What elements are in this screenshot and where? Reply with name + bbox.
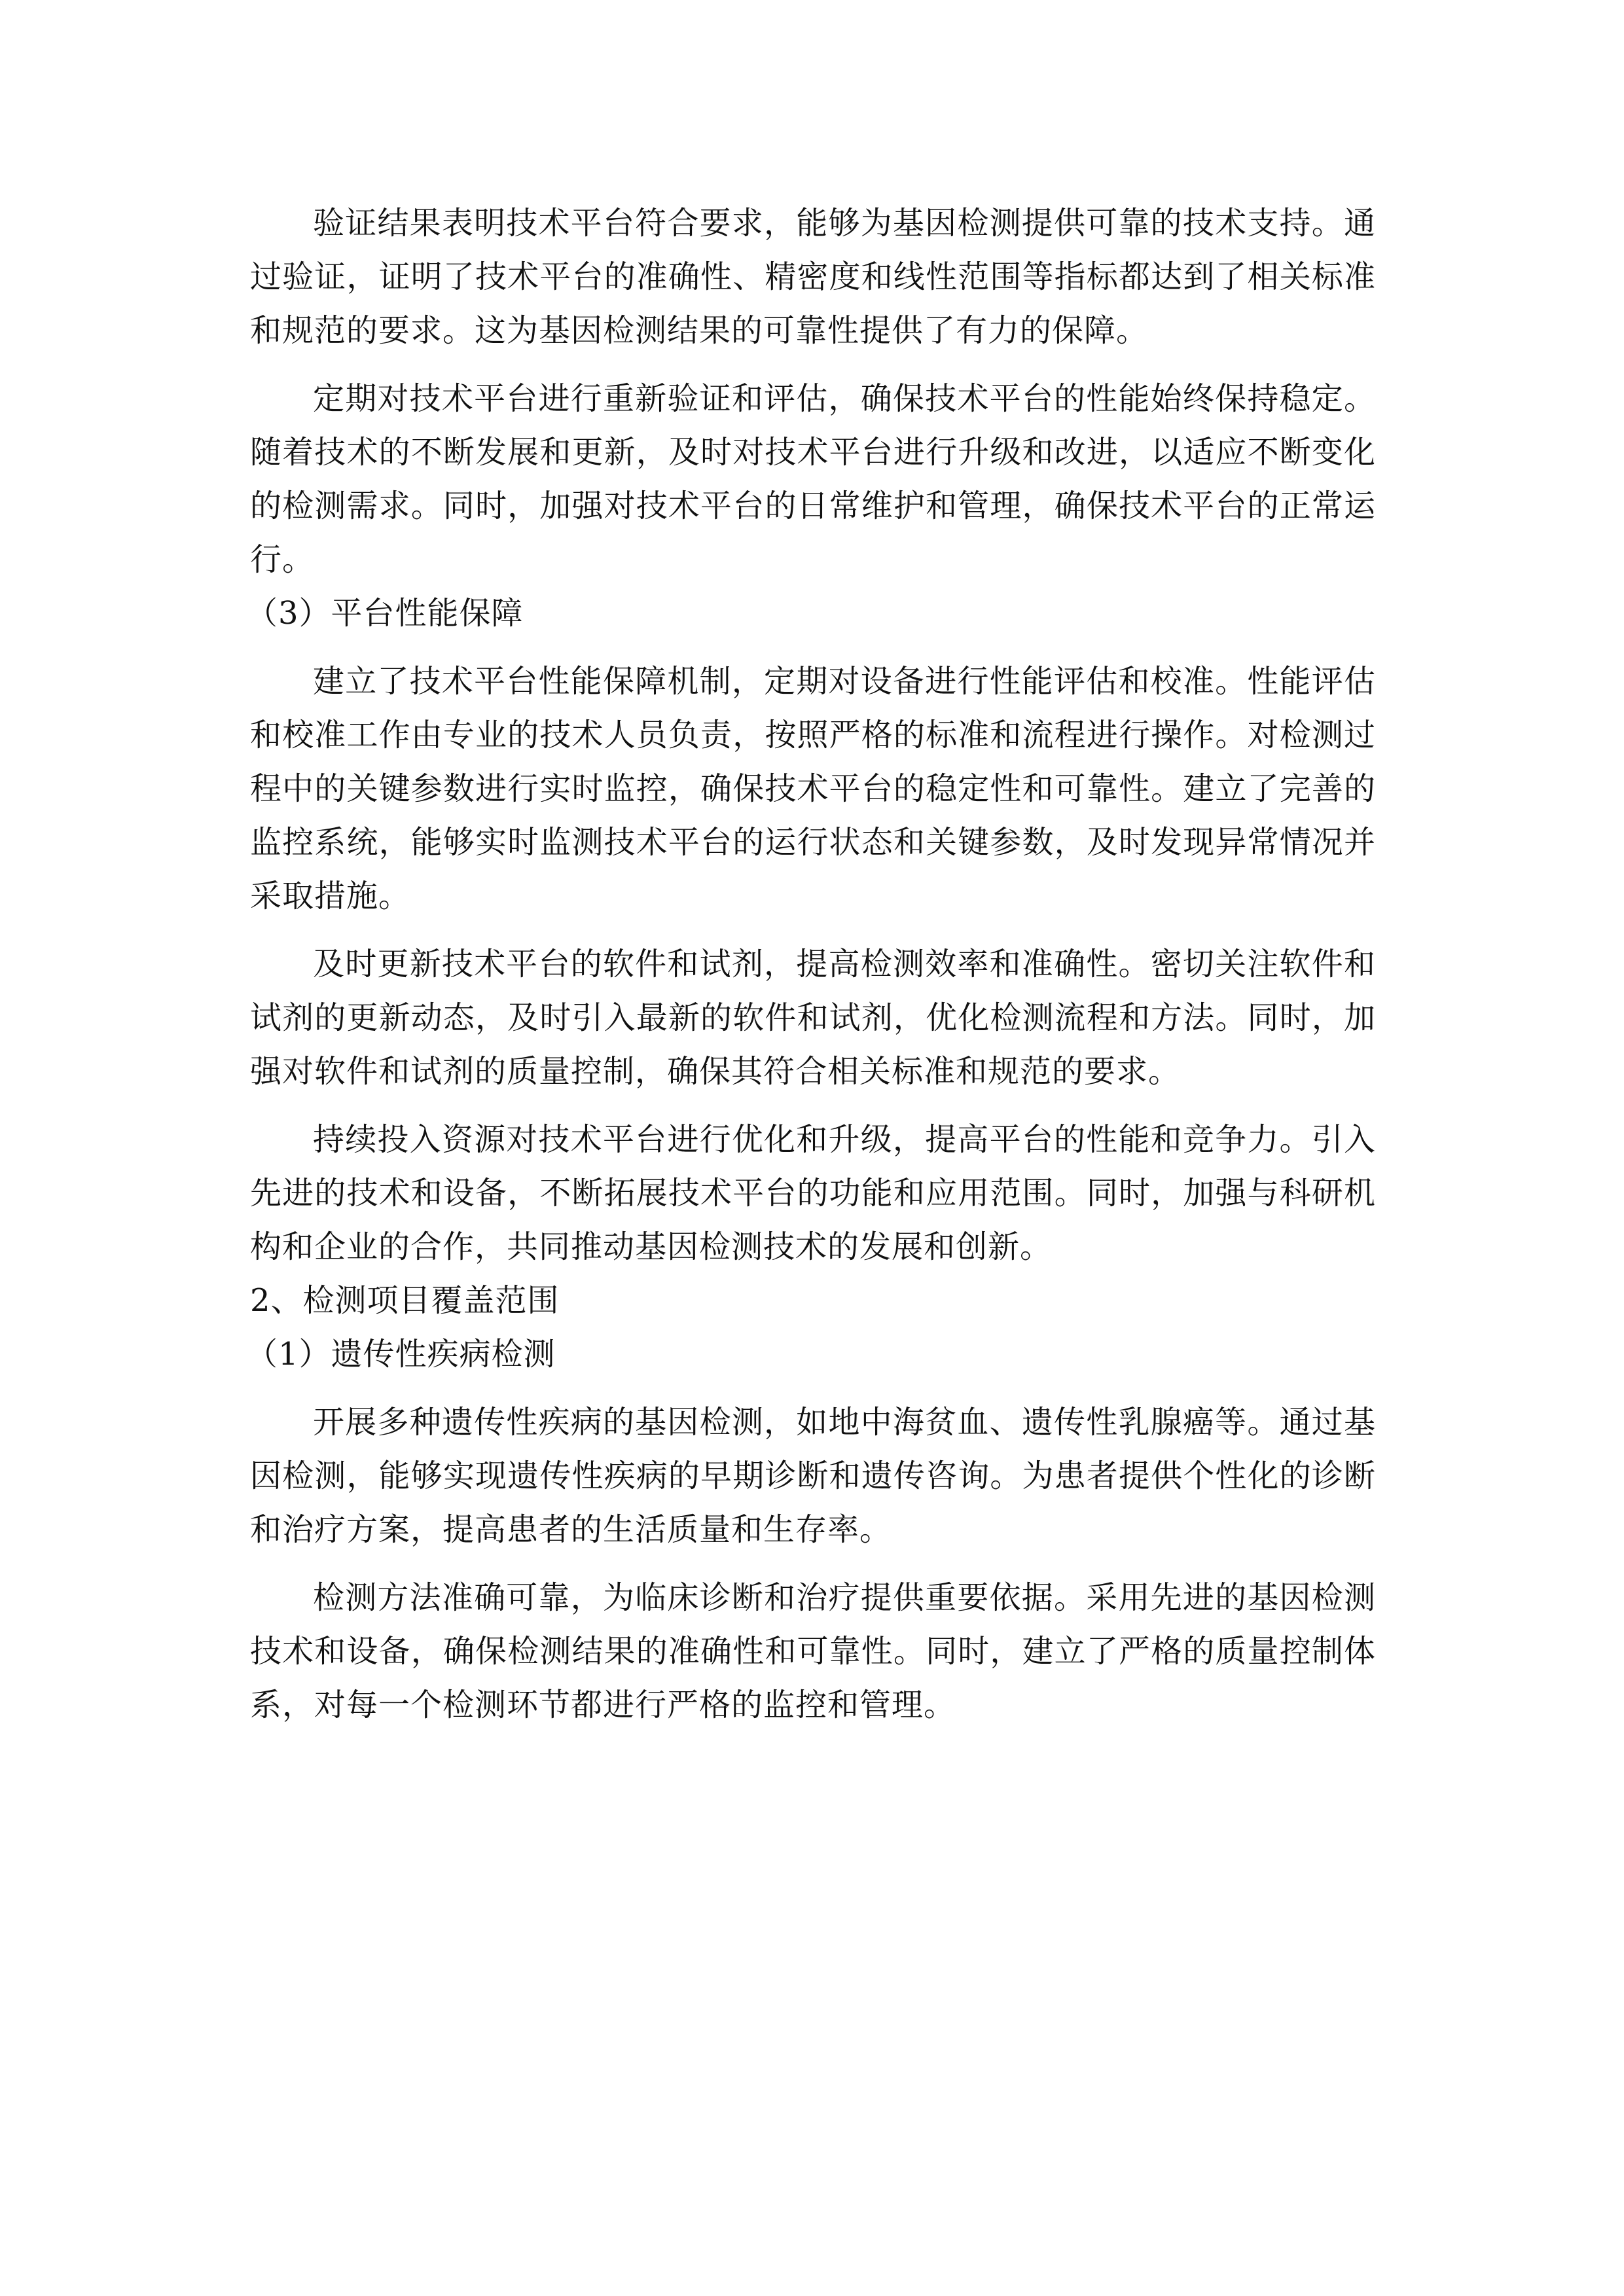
- section-heading-platform-performance: （3）平台性能保障: [246, 595, 524, 632]
- section-heading-genetic-disease: （1）遗传性疾病检测: [246, 1336, 556, 1372]
- paragraph-method-reliability: 检测方法准确可靠，为临床诊断和治疗提供重要依据。采用先进的基因检测技术和设备，确保检测结果的准确性和可靠性。同时，建立了严格的质量控制体系，对每一个检测环节都进行严格的监控和管理。: [250, 1579, 1376, 1723]
- paragraph-validation-result: 验证结果表明技术平台符合要求，能够为基因检测提供可靠的技术支持。通过验证，证明了技术平台的准确性、精密度和线性范围等指标都达到了相关标准和规范的要求。这为基因检测结果的可靠性提供了有力的保障。: [250, 205, 1376, 349]
- document-body: [246, 196, 1376, 1732]
- paragraph-periodic-revalidation: 定期对技术平台进行重新验证和评估，确保技术平台的性能始终保持稳定。随着技术的不断发展和更新，及时对技术平台进行升级和改进，以适应不断变化的检测需求。同时，加强对技术平台的日常维护和管理，确保技术平台的正常运行。: [250, 380, 1376, 578]
- paragraph-genetic-disease-testing: 开展多种遗传性疾病的基因检测，如地中海贫血、遗传性乳腺癌等。通过基因检测，能够实现遗传性疾病的早期诊断和遗传咨询。为患者提供个性化的诊断和治疗方案，提高患者的生活质量和生存率。: [250, 1404, 1376, 1548]
- paragraph-continuous-investment: 持续投入资源对技术平台进行优化和升级，提高平台的性能和竞争力。引入先进的技术和设备，不断拓展技术平台的功能和应用范围。同时，加强与科研机构和企业的合作，共同推动基因检测技术的发展和创新。: [250, 1121, 1376, 1265]
- paragraph-software-reagent-update: 及时更新技术平台的软件和试剂，提高检测效率和准确性。密切关注软件和试剂的更新动态，及时引入最新的软件和试剂，优化检测流程和方法。同时，加强对软件和试剂的质量控制，确保其符合相关标准和规范的要求。: [250, 946, 1376, 1090]
- paragraph-performance-mechanism: 建立了技术平台性能保障机制，定期对设备进行性能评估和校准。性能评估和校准工作由专业的技术人员负责，按照严格的标准和流程进行操作。对检测过程中的关键参数进行实时监控，确保技术平台的稳定性和可靠性。建立了完善的监控系统，能够实时监测技术平台的运行状态和关键参数，及时发现异常情况并采取措施。: [250, 663, 1376, 914]
- section-heading-test-coverage: 2、检测项目覆盖范围: [250, 1282, 560, 1319]
